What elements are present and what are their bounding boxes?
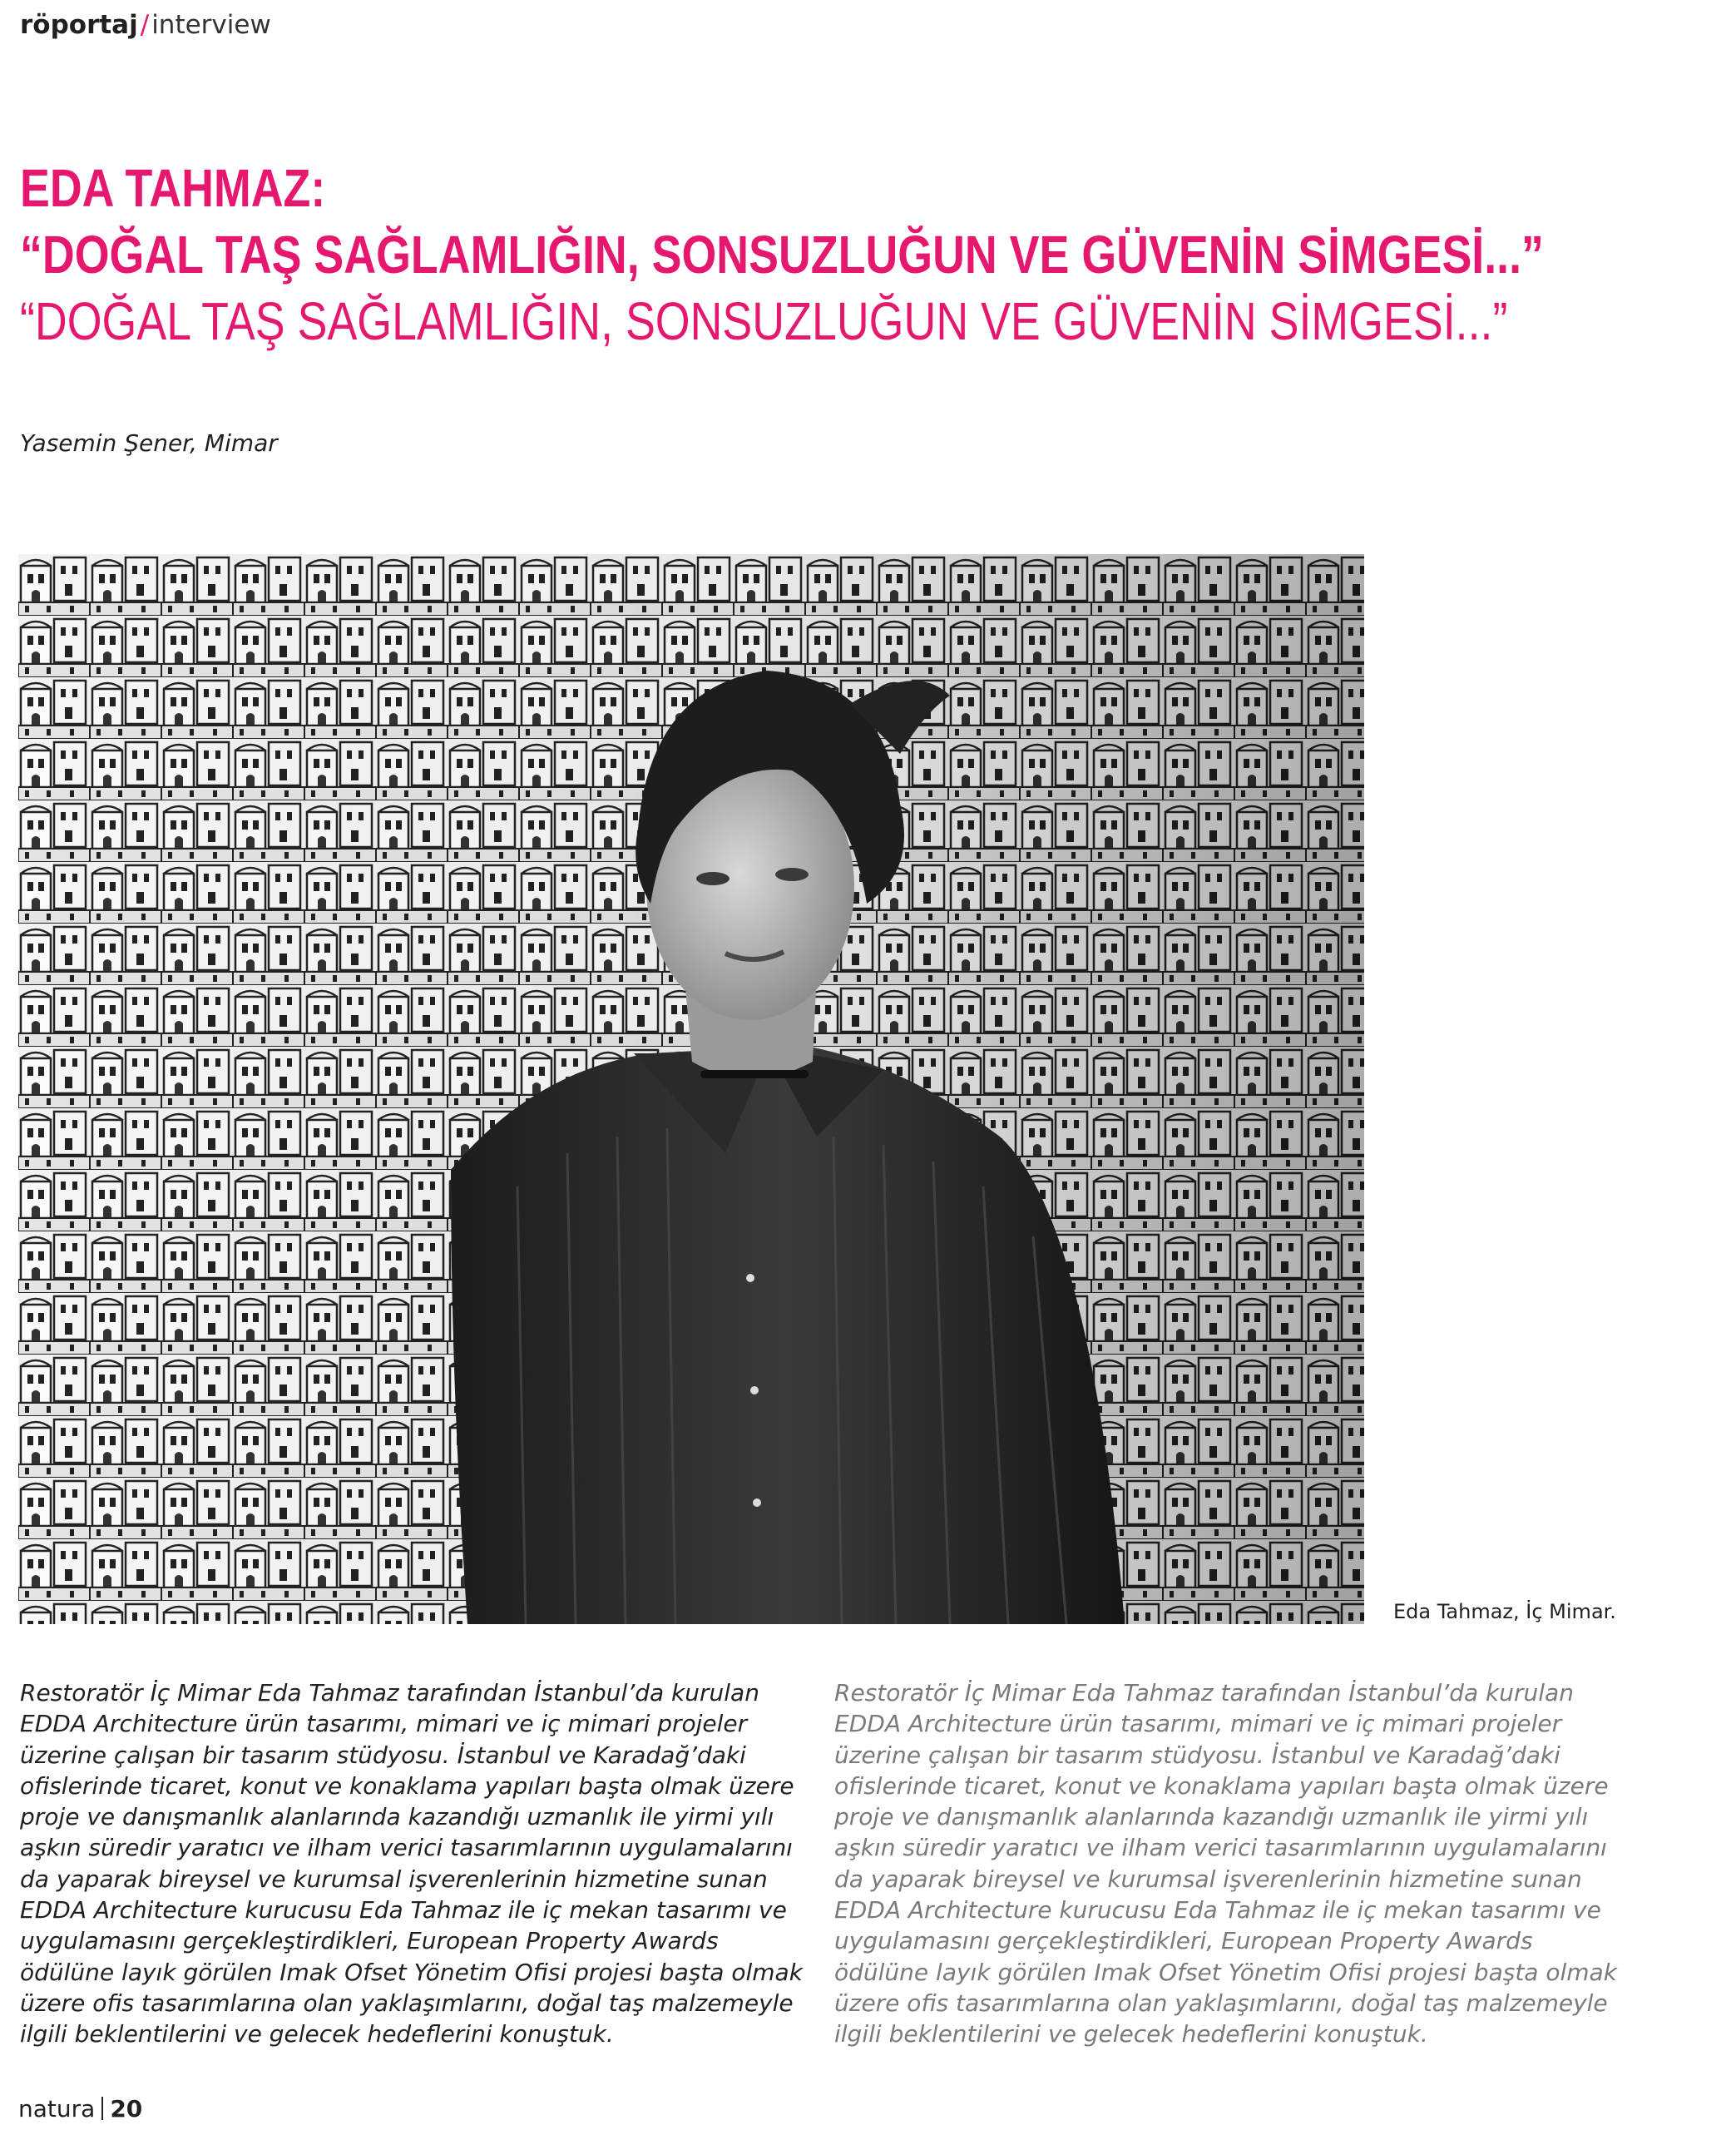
footer-divider: [101, 2097, 103, 2120]
article-title: [20, 155, 1717, 354]
title-line-3: “DOĞAL TAŞ SAĞLAMLIĞIN, SONSUZLUĞUN VE GÜVENİN SİMGESİ...”: [20, 291, 1508, 351]
page-number: 20: [110, 2095, 143, 2123]
section-label-tr: röportaj: [20, 10, 138, 40]
section-tag: [20, 8, 271, 42]
title-line-2: “DOĞAL TAŞ SAĞLAMLIĞIN, SONSUZLUĞUN VE GÜVENİN SİMGESİ...”: [20, 225, 1544, 285]
intro-paragraph-tr: Restoratör İç Mimar Eda Tahmaz tarafından İstanbul’da kurulan EDDA Architecture ürün tasarımı, mimari ve iç mimari projeler üzerine çalışan bir tasarım stüdyosu. İstanbul ve Karadağ’daki ofislerinde ticaret, konut ve konaklama yapıları başta olmak üzere proje ve danışmanlık alanlarında kazandığı uzmanlık ile yirmi yılı aşkın süredir yaratıcı ve ilham verici tasarımlarının uygulamalarını da yaparak bireysel ve kurumsal işverenlerinin hizmetine sunan EDDA Architecture kurucusu Eda Tahmaz ile iç mekan tasarımı ve uygulamasını gerçekleştirdikleri, European Property Awards ödülüne layık görülen Imak Ofset Yönetim Ofisi projesi başta olmak üzere ofis tasarımlarına olan yaklaşımlarını, doğal taş malzemeyle ilgili beklentilerini ve gelecek hedeflerini konuştuk.: [20, 1679, 803, 2048]
page-footer: [18, 2095, 142, 2123]
portrait-photo: [18, 554, 1364, 1624]
title-line-1: EDA TAHMAZ:: [20, 158, 326, 218]
section-label-en: interview: [151, 10, 271, 40]
photo-caption: Eda Tahmaz, İç Mimar.: [1393, 1600, 1616, 1623]
intro-paragraph-en: Restoratör İç Mimar Eda Tahmaz tarafından İstanbul’da kurulan EDDA Architecture ürün tasarımı, mimari ve iç mimari projeler üzerine çalışan bir tasarım stüdyosu. İstanbul ve Karadağ’daki ofislerinde ticaret, konut ve konaklama yapıları başta olmak üzere proje ve danışmanlık alanlarında kazandığı uzmanlık ile yirmi yılı aşkın süredir yaratıcı ve ilham verici tasarımlarının uygulamalarını da yaparak bireysel ve kurumsal işverenlerinin hizmetine sunan EDDA Architecture kurucusu Eda Tahmaz ile iç mekan tasarımı ve uygulamasını gerçekleştirdikleri, European Property Awards ödülüne layık görülen Imak Ofset Yönetim Ofisi projesi başta olmak üzere ofis tasarımlarına olan yaklaşımlarını, doğal taş malzemeyle ilgili beklentilerini ve gelecek hedeflerini konuştuk.: [834, 1679, 1617, 2048]
section-separator: /: [140, 10, 150, 40]
byline: Yasemin Şener, Mimar: [20, 429, 278, 457]
magazine-name: natura: [18, 2095, 96, 2123]
